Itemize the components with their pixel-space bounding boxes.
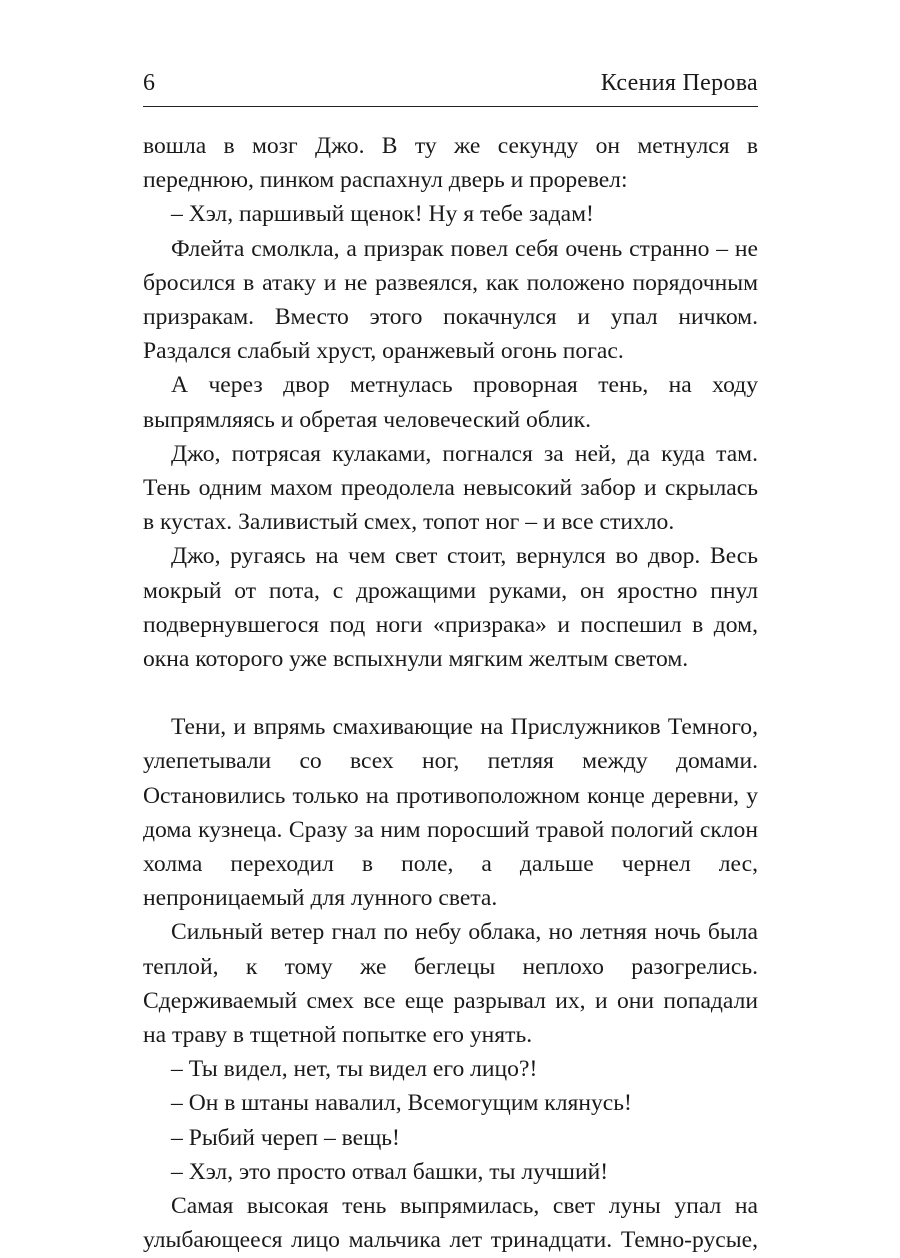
page-number: 6 [143, 70, 155, 96]
running-head-author: Ксения Перова [600, 70, 758, 96]
paragraph: А через двор метнулась проворная тень, на ходу выпрямляясь и обретая человеческий облик. [143, 372, 758, 433]
header-rule [143, 106, 758, 107]
section-break [143, 676, 758, 710]
dialogue-line: – Хэл, это просто отвал башки, ты лучший! [171, 1158, 609, 1185]
dialogue-line: – Хэл, паршивый щенок! Ну я тебе задам! [171, 201, 594, 228]
paragraph: Флейта смолкла, а призрак повел себя очень странно – не бросился в атаку и не развеялся, как положено порядочным призракам. Вместо этого покачнулся и упал ничком. Раздался слабый хруст, оранжевый огонь погас. [143, 235, 758, 365]
paragraph: Сильный ветер гнал по небу облака, но летняя ночь была теплой, к тому же беглецы неплохо разогрелись. Сдерживаемый смех все еще разрывал их, и они попадали на траву в тщетной попытке его унять. [143, 919, 758, 1049]
paragraph-continues: Самая высокая тень выпрямилась, свет луны упал на улыбающееся лицо мальчика лет тринадцати. Темно-русые, [143, 1193, 758, 1254]
dialogue-line: – Ты видел, нет, ты видел его лицо?! [171, 1056, 538, 1083]
page-header [143, 66, 758, 100]
dialogue-line: – Рыбий череп – вещь! [171, 1124, 400, 1151]
body-text [143, 129, 758, 1258]
paragraph: Джо, ругаясь на чем свет стоит, вернулся во двор. Весь мокрый от пота, с дрожащими руками, он яростно пнул подвернувшегося под ноги «призрака» и поспешил в дом, окна которого уже вспыхнули мягким желтым светом. [143, 543, 758, 673]
dialogue-line: – Он в штаны навалил, Всемогущим клянусь! [171, 1090, 632, 1117]
paragraph: Тени, и впрямь смахивающие на Прислужников Темного, улепетывали со всех ног, петляя между домами. Остановились только на противоположном конце деревни, у дома кузнеца. Сразу за ним поросший травой пологий склон холма переходил в поле, а дальше чернел лес, непроницаемый для лунного света. [143, 714, 758, 912]
paragraph-continued: вошла в мозг Джо. В ту же секунду он метнулся в переднюю, пинком распахнул дверь и проревел: [143, 133, 758, 194]
paragraph: Джо, потрясая кулаками, погнался за ней, да куда там. Тень одним махом преодолела невысокий забор и скрылась в кустах. Заливистый смех, топот ног – и все стихло. [143, 440, 758, 536]
